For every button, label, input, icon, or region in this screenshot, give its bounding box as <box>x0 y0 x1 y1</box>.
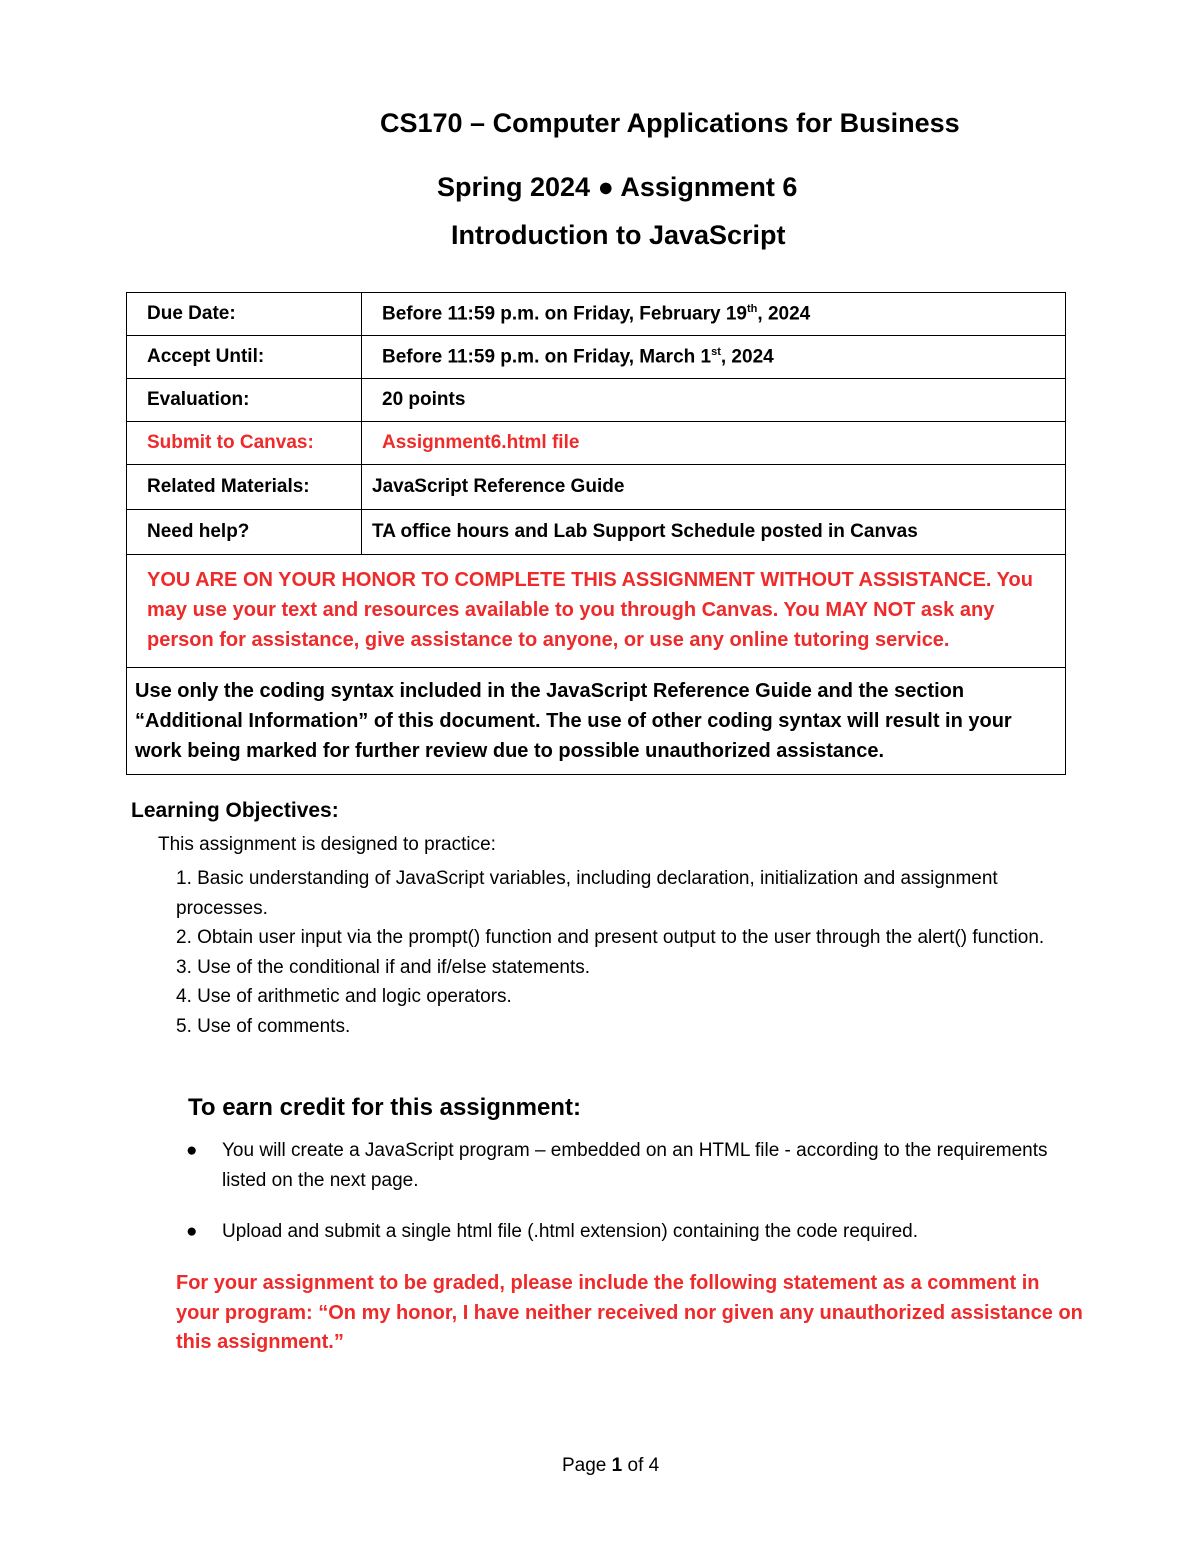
list-item: 3. Use of the conditional if and if/else statements. <box>176 956 591 978</box>
due-date-value: Before 11:59 p.m. on Friday, February 19th, 2024 <box>362 293 1066 336</box>
bullet-icon: ● <box>186 1221 198 1242</box>
honor-statement: For your assignment to be graded, please include the following statement as a comment in your program: “On my honor, I have neither received nor given any unauthorized assistance on this assignment.” <box>176 1272 1083 1353</box>
evaluation-label: Evaluation: <box>127 379 362 422</box>
course-title: CS170 – Computer Applications for Business <box>380 108 960 138</box>
need-help-value: TA office hours and Lab Support Schedule posted in Canvas <box>362 510 1066 555</box>
list-item: 5. Use of comments. <box>176 1015 351 1037</box>
page-total: 4 <box>648 1455 660 1476</box>
list-item: 2. Obtain user input via the prompt() function and present output to the user through the alert() function. <box>176 927 1045 948</box>
table-row-syntax-notice <box>127 668 1066 775</box>
of-word: of <box>627 1455 644 1476</box>
credit-heading: To earn credit for this assignment: <box>188 1094 581 1121</box>
objectives-list <box>176 864 1056 1041</box>
table-row-evaluation <box>127 379 1066 422</box>
list-item <box>186 1217 1056 1247</box>
due-date-label: Due Date: <box>127 293 362 336</box>
assignment-info-table <box>126 292 1066 775</box>
need-help-label: Need help? <box>127 510 362 555</box>
objectives-heading: Learning Objectives: <box>131 799 339 822</box>
subject-title: Introduction to JavaScript <box>451 220 786 250</box>
table-row-submit <box>127 422 1066 465</box>
accept-until-value: Before 11:59 p.m. on Friday, March 1st, 2024 <box>362 336 1066 379</box>
credit-item-text: You will create a JavaScript program – embedded on an HTML file - according to the requirements listed on the next page. <box>222 1140 1048 1191</box>
submit-label: Submit to Canvas: <box>127 422 362 465</box>
table-row-need-help <box>127 510 1066 555</box>
objectives-intro: This assignment is designed to practice: <box>158 834 496 855</box>
page-number-footer <box>562 1455 659 1477</box>
accept-until-label: Accept Until: <box>127 336 362 379</box>
list-item <box>186 1136 1056 1195</box>
table-row-due-date <box>127 293 1066 336</box>
page-word: Page <box>562 1455 607 1476</box>
related-materials-value: JavaScript Reference Guide <box>362 465 1066 510</box>
list-item: 1. Basic understanding of JavaScript variables, including declaration, initialization and assignment processes. <box>176 868 998 919</box>
page-current: 1 <box>611 1455 623 1476</box>
list-item: 4. Use of arithmetic and logic operators. <box>176 986 512 1007</box>
term-assignment-title: Spring 2024 ● Assignment 6 <box>437 172 798 202</box>
credit-item-text: Upload and submit a single html file (.html extension) containing the code required. <box>222 1221 918 1242</box>
related-materials-label: Related Materials: <box>127 465 362 510</box>
honor-notice: YOU ARE ON YOUR HONOR TO COMPLETE THIS ASSIGNMENT WITHOUT ASSISTANCE. You may use your text and resources available to you through Canvas. You MAY NOT ask any person for assistance, give assistance to anyone, or use any online tutoring service. <box>127 555 1066 668</box>
credit-list <box>186 1136 1056 1269</box>
table-row-honor-notice <box>127 555 1066 668</box>
syntax-notice: Use only the coding syntax included in the JavaScript Reference Guide and the section “Additional Information” of this document. The use of other coding syntax will result in your work being marked for further review due to possible unauthorized assistance. <box>127 668 1066 775</box>
table-row-related-materials <box>127 465 1066 510</box>
table-row-accept-until <box>127 336 1066 379</box>
bullet-icon: ● <box>186 1140 198 1161</box>
submit-value: Assignment6.html file <box>362 422 1066 465</box>
evaluation-value: 20 points <box>362 379 1066 422</box>
